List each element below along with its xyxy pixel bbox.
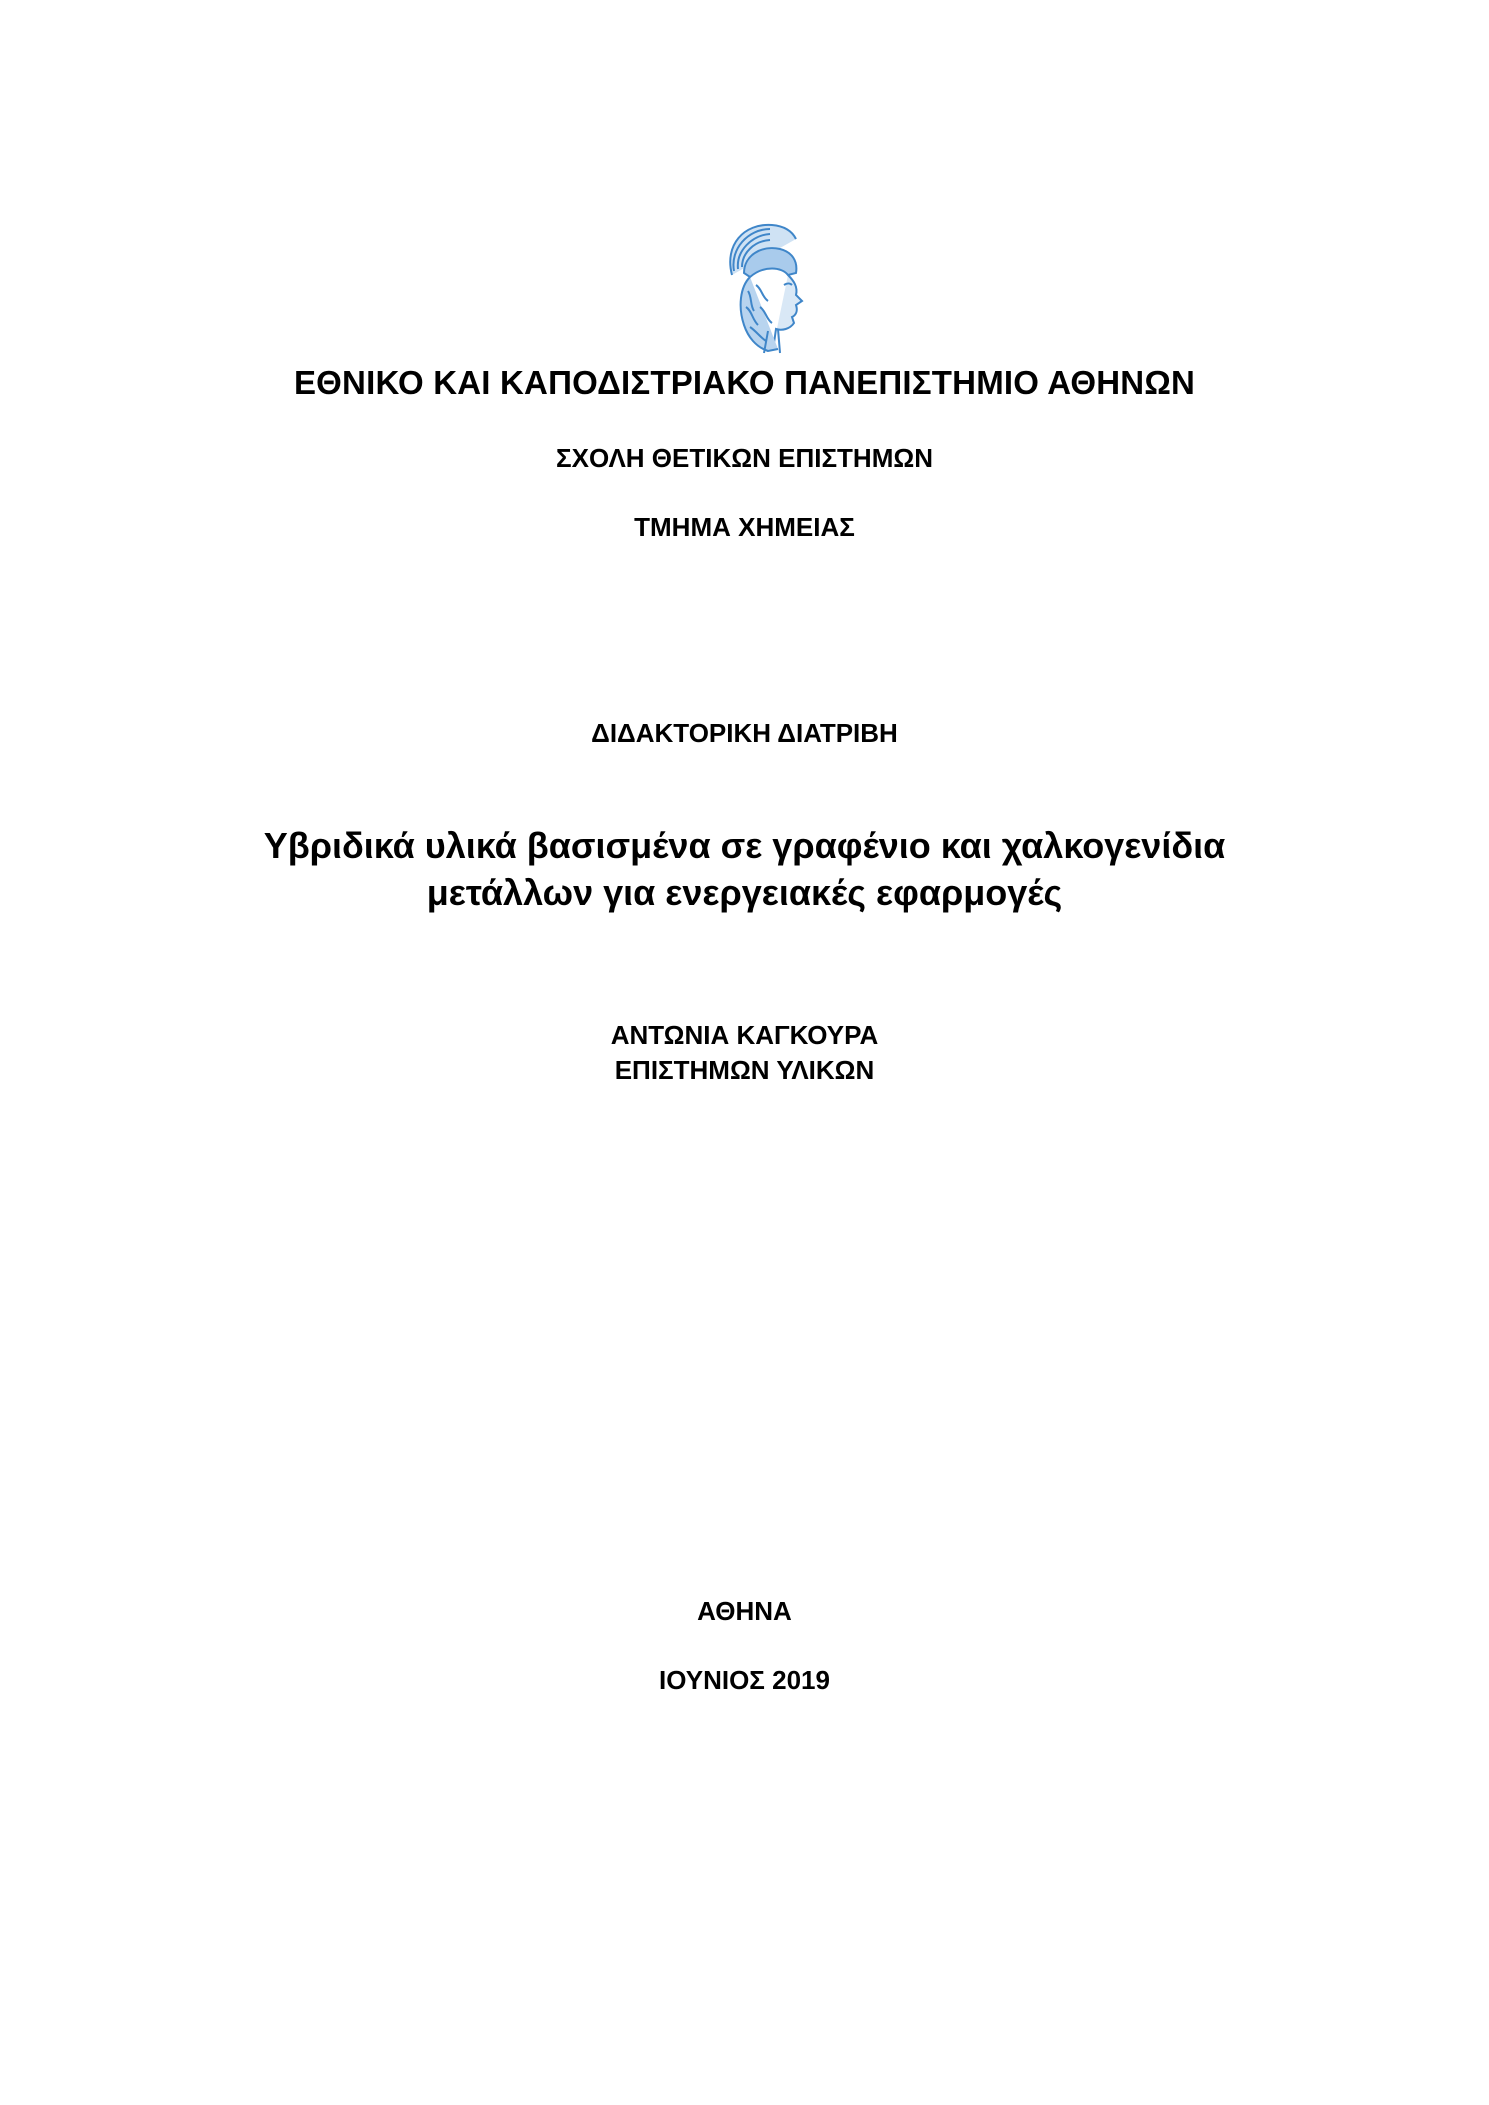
university-name: ΕΘΝΙΚΟ ΚΑΙ ΚΑΠΟΔΙΣΤΡΙΑΚΟ ΠΑΝΕΠΙΣΤΗΜΙΟ ΑΘΗΝΩΝ — [293, 364, 1196, 401]
thesis-title-line-2: μετάλλων για ενεργειακές εφαρμογές — [426, 872, 1063, 913]
publication-date: ΙΟΥΝΙΟΣ 2019 — [659, 1665, 830, 1695]
document-type: ΔΙΔΑΚΤΟΡΙΚΗ ΔΙΑΤΡΙΒΗ — [591, 718, 898, 748]
author-field: ΕΠΙΣΤΗΜΩΝ ΥΛΙΚΩΝ — [614, 1055, 875, 1085]
department-name: ΤΜΗΜΑ ΧΗΜΕΙΑΣ — [634, 512, 855, 542]
athena-head-logo-icon — [704, 215, 816, 355]
school-name: ΣΧΟΛΗ ΘΕΤΙΚΩΝ ΕΠΙΣΤΗΜΩΝ — [556, 443, 933, 473]
city: ΑΘΗΝΑ — [697, 1596, 792, 1626]
author-name: ΑΝΤΩΝΙΑ ΚΑΓΚΟΥΡΑ — [610, 1020, 879, 1050]
thesis-title-line-1: Υβριδικά υλικά βασισμένα σε γραφένιο και χαλκογενίδια — [263, 825, 1226, 866]
